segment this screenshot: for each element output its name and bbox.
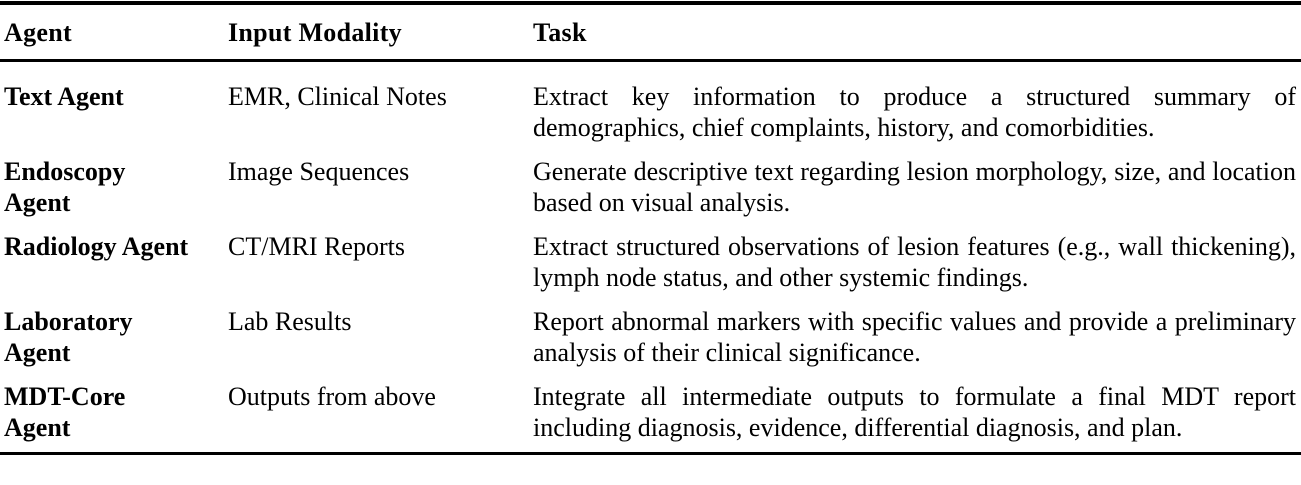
agent-name: Laboratory Agent (4, 307, 133, 367)
task-description: Extract key information to produce a structured summary of demographics, chief complaints, history, and comorbidities. (533, 82, 1296, 142)
table-row-radiology-agent (0, 231, 1301, 293)
agent-name: Radiology Agent (4, 232, 189, 261)
table-bottom-rule (0, 452, 1301, 455)
task-description: Extract structured observations of lesion features (e.g., wall thickening), lymph node status, and other systemic findings. (533, 232, 1296, 292)
table-body (0, 62, 1301, 443)
table-row-endoscopy-agent (0, 156, 1301, 218)
agent-name: MDT-Core Agent (4, 382, 126, 442)
input-modality: CT/MRI Reports (228, 232, 405, 261)
task-description: Generate descriptive text regarding lesion morphology, size, and location based on visual analysis. (533, 157, 1296, 217)
task-description: Integrate all intermediate outputs to formulate a final MDT report including diagnosis, evidence, differential diagnosis, and plan. (533, 382, 1296, 442)
input-modality: Lab Results (228, 307, 352, 336)
column-header-task: Task (533, 18, 587, 47)
input-modality: Outputs from above (228, 382, 436, 411)
table-row-laboratory-agent (0, 306, 1301, 368)
task-description: Report abnormal markers with specific values and provide a preliminary analysis of their clinical significance. (533, 307, 1296, 367)
agents-task-table (0, 1, 1301, 485)
input-modality: Image Sequences (228, 157, 410, 186)
agent-name: Text Agent (4, 82, 124, 111)
table-row-text-agent (0, 81, 1301, 143)
agent-name: Endoscopy Agent (4, 157, 126, 217)
column-header-input-modality: Input Modality (228, 18, 402, 47)
table-header-row (0, 5, 1301, 59)
table-row-mdt-core-agent (0, 381, 1301, 443)
column-header-agent: Agent (4, 18, 72, 47)
input-modality: EMR, Clinical Notes (228, 82, 447, 111)
